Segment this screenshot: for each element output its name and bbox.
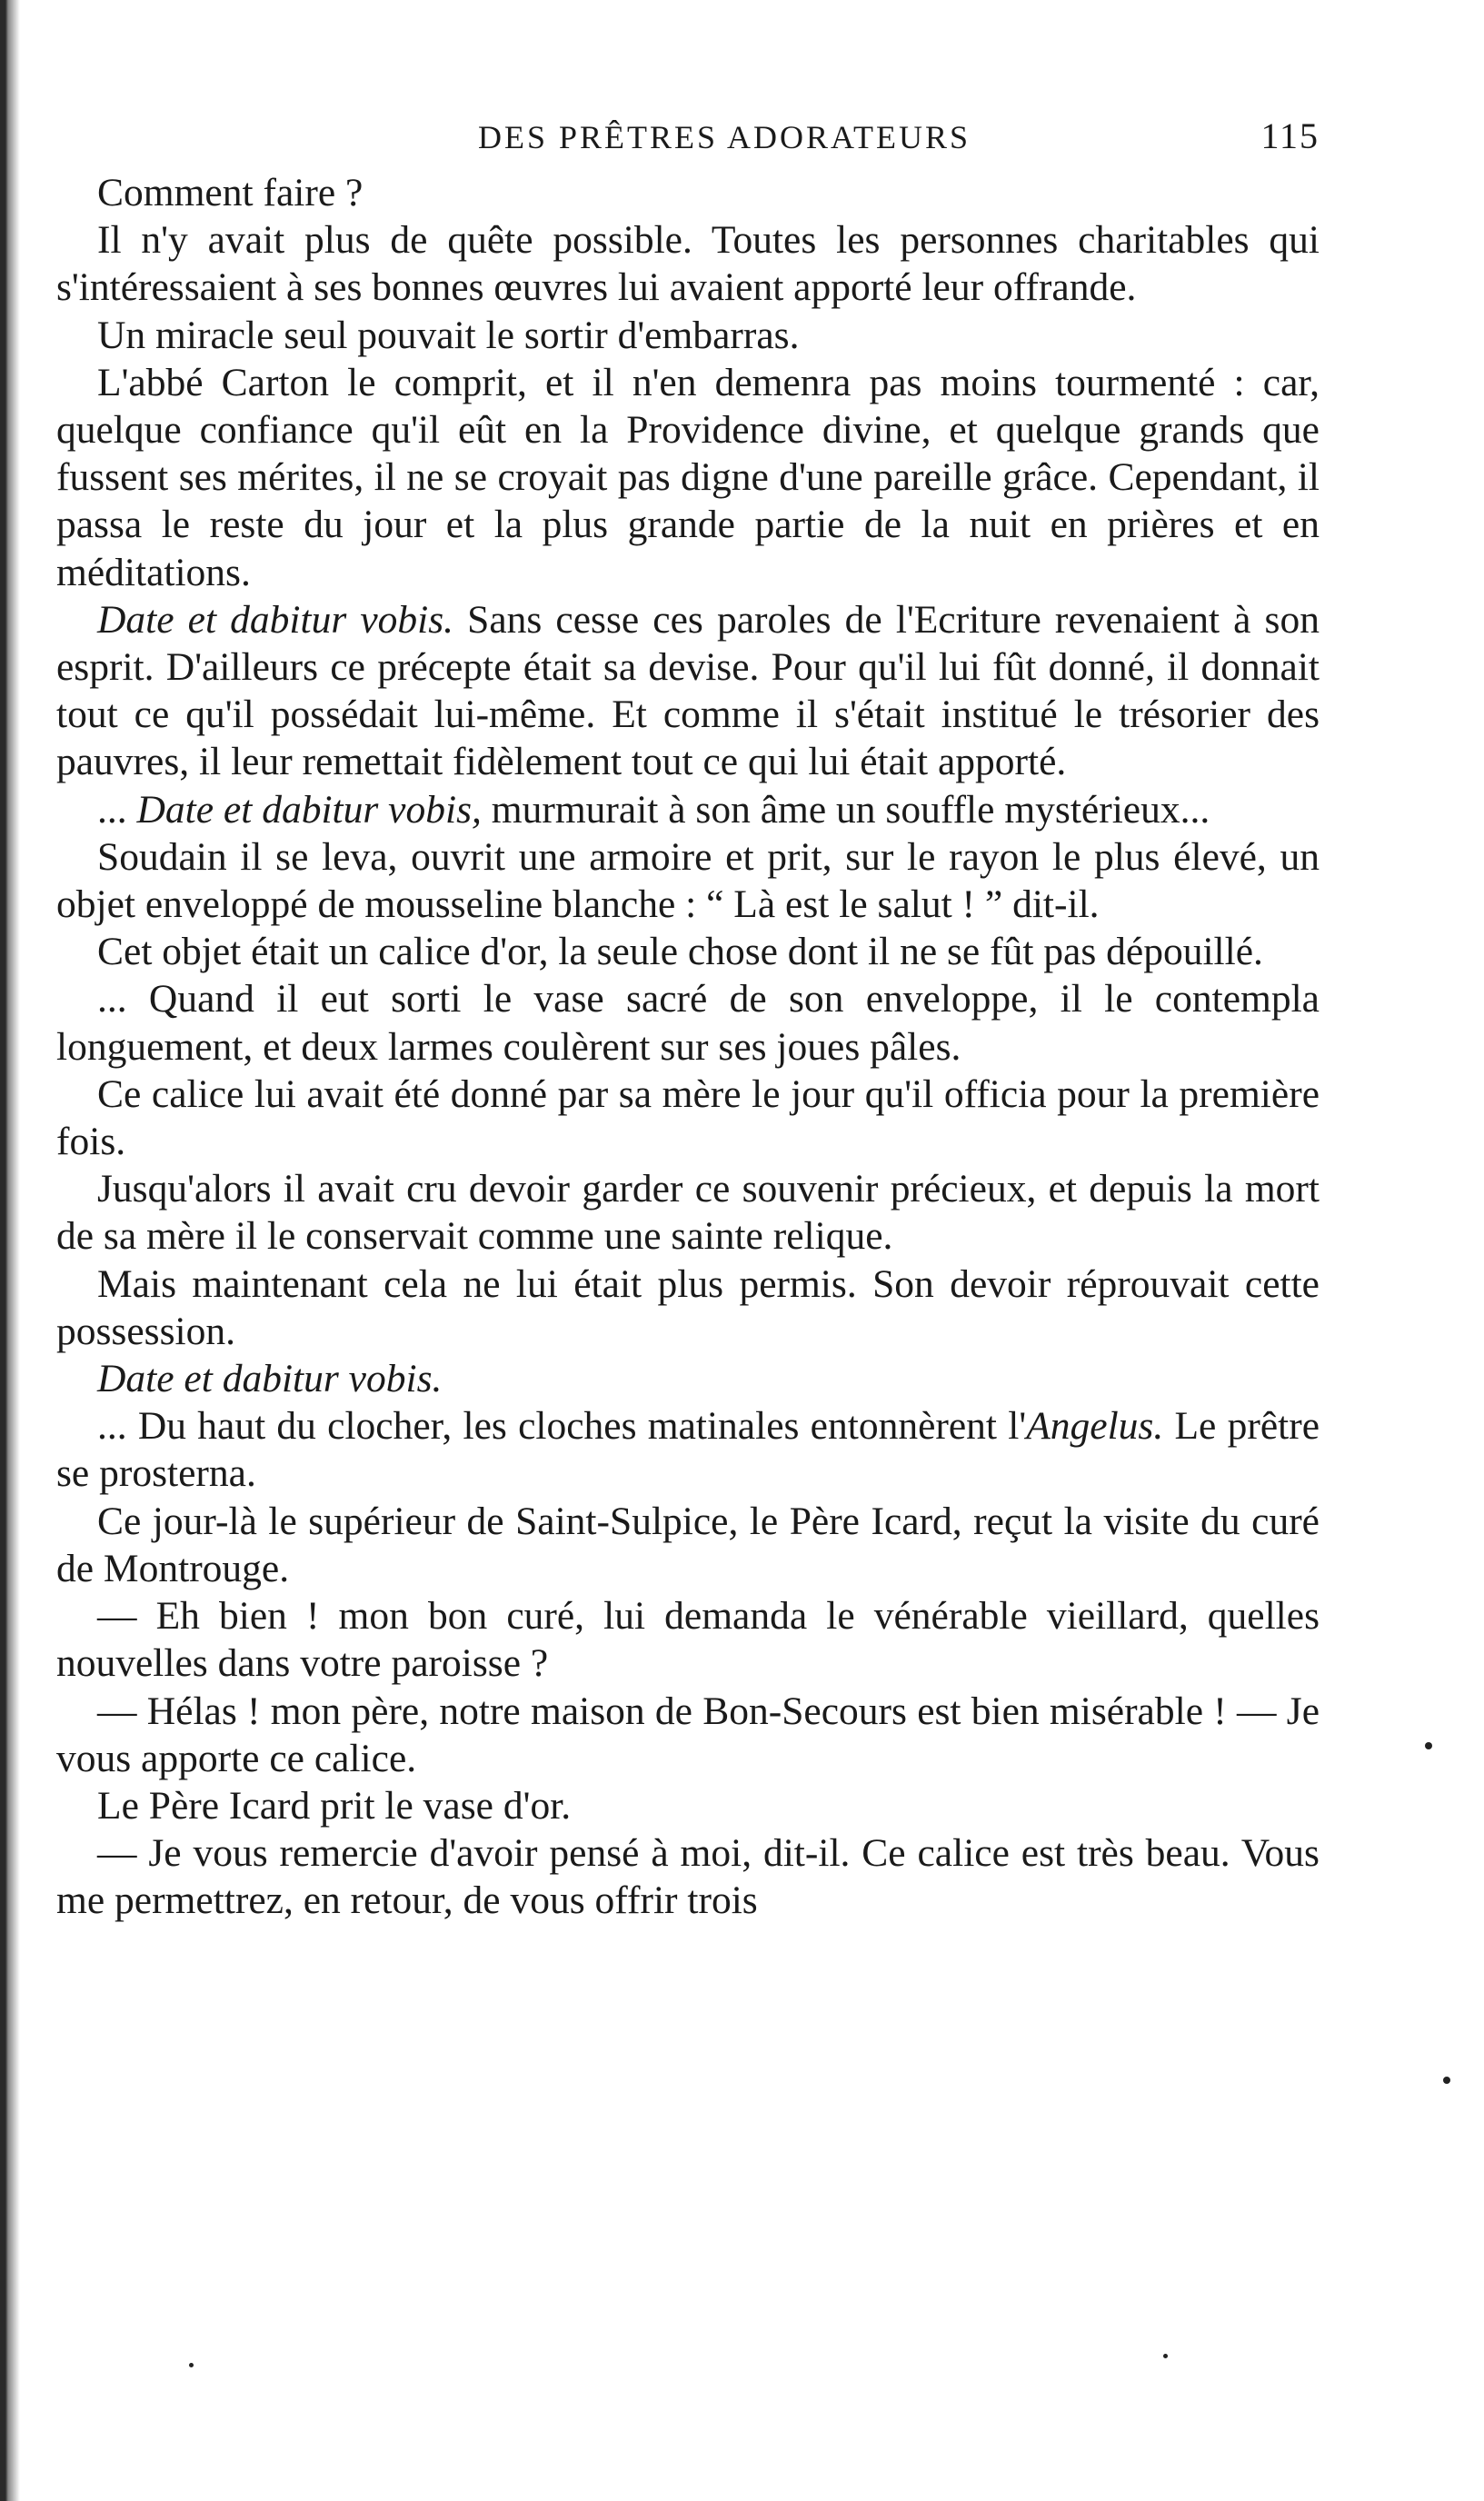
paragraph: Comment faire ? <box>97 171 364 214</box>
paragraph: ... Date et dabitur vobis, murmurait à son âme un souffle mystérieux... <box>97 787 1210 832</box>
page-header <box>56 109 1320 164</box>
scan-speck <box>1425 1742 1432 1749</box>
paragraph: Ce jour-là le supérieur de Saint-Sulpice, le Père Icard, reçut la visite du curé de Montrouge. <box>56 1499 1320 1590</box>
body-text <box>56 169 1320 1925</box>
paragraph: Le Père Icard prit le vase d'or. <box>97 1783 572 1828</box>
paragraph: Ce calice lui avait été donné par sa mère le jour qu'il officia pour la première fois. <box>56 1071 1320 1164</box>
latin-quote: Date et dabitur vobis, <box>136 787 482 832</box>
paragraph: ... Quand il eut sorti le vase sacré de son enveloppe, il le contempla longuement, et deux larmes coulèrent sur ses joues pâles. <box>56 977 1320 1069</box>
paragraph: Il n'y avait plus de quête possible. Toutes les personnes charitables qui s'intéressaient à ses bonnes œuvres lui avaient apporté leur offrande. <box>56 218 1320 310</box>
paragraph: Date et dabitur vobis. Sans cesse ces paroles de l'Ecriture revenaient à son esprit. D'ailleurs ce précepte était sa devise. Pour qu'il lui fût donné, il donnait tout ce qu'il possédait lui-même. Et comme il s'était institué le trésorier des pauvres, il leur remettait fidèlement tout ce qui lui était apporté. <box>56 597 1320 784</box>
scan-speck <box>1163 2354 1168 2358</box>
paragraph: — Je vous remercie d'avoir pensé à moi, dit-il. Ce calice est très beau. Vous me permettrez, en retour, de vous offrir trois <box>56 1831 1320 1923</box>
page-number: 115 <box>1260 115 1320 156</box>
scan-speck <box>1443 2077 1450 2084</box>
paragraph: L'abbé Carton le comprit, et il n'en demenra pas moins tourmenté : car, quelque confiance qu'il eût en la Providence divine, et quelque grands que fussent ses mérites, il ne se croyait pas digne d'une pareille grâce. Cependant, il passa le reste du jour et la plus grande partie de la nuit en prières et en méditations. <box>56 360 1320 594</box>
paragraph: Jusqu'alors il avait cru devoir garder ce souvenir précieux, et depuis la mort de sa mère il le conservait comme une sainte relique. <box>56 1167 1320 1259</box>
latin-word: Angelus. <box>1026 1404 1164 1449</box>
paragraph: Un miracle seul pouvait le sortir d'embarras. <box>97 313 800 357</box>
running-head: DES PRÊTRES ADORATEURS <box>477 119 971 155</box>
latin-quote: Date et dabitur vobis. <box>97 1357 443 1401</box>
paragraph: Cet objet était un calice d'or, la seule chose dont il ne se fût pas dépouillé. <box>97 930 1263 974</box>
paragraph: ... Du haut du clocher, les cloches matinales entonnèrent l'Angelus. Le prêtre se prosterna. <box>56 1404 1320 1496</box>
paragraph <box>56 1355 1320 1402</box>
latin-quote: Date et dabitur vobis. <box>97 597 454 642</box>
paragraph: — Eh bien ! mon bon curé, lui demanda le vénérable vieillard, quelles nouvelles dans votre paroisse ? <box>56 1594 1320 1686</box>
paragraph: Soudain il se leva, ouvrit une armoire et prit, sur le rayon le plus élevé, un objet enveloppé de mousseline blanche : “ Là est le salut ! ” dit-il. <box>56 834 1320 927</box>
paragraph: Mais maintenant cela ne lui était plus permis. Son devoir réprouvait cette possession. <box>56 1261 1320 1353</box>
paragraph: — Hélas ! mon père, notre maison de Bon-Secours est bien misérable ! — Je vous apporte ce calice. <box>56 1689 1320 1780</box>
scan-speck <box>189 2363 194 2367</box>
book-page <box>56 109 1320 1925</box>
page-binding-edge <box>0 0 20 2501</box>
